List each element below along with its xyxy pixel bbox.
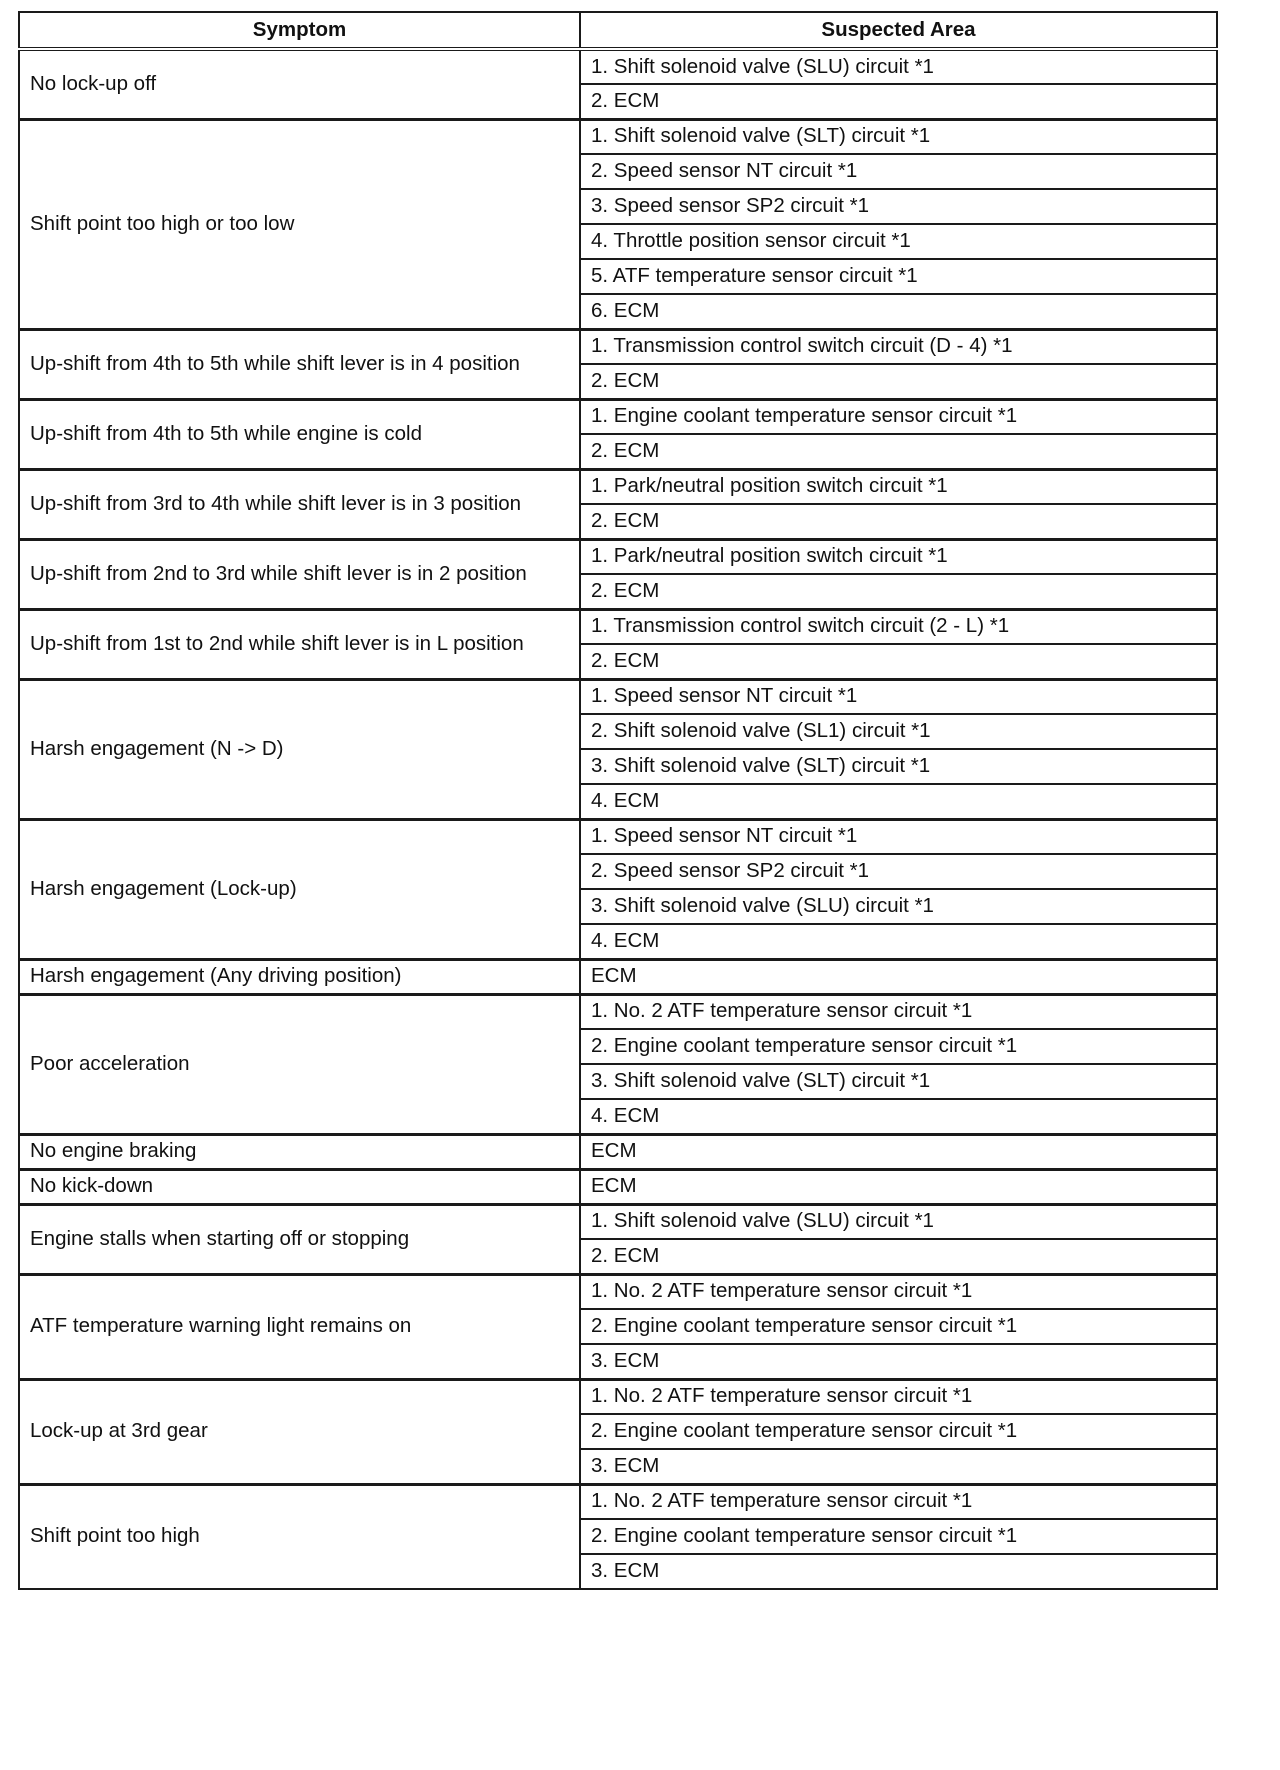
suspected-area-cell: 3. ECM	[580, 1554, 1217, 1589]
table-row	[19, 1134, 1217, 1169]
symptom-cell: ATF temperature warning light remains on	[19, 1274, 580, 1379]
suspected-area-cell: 2. ECM	[580, 644, 1217, 679]
suspected-area-cell: 5. ATF temperature sensor circuit *1	[580, 259, 1217, 294]
suspected-area-cell: 1. Speed sensor NT circuit *1	[580, 679, 1217, 714]
suspected-area-cell: 1. Shift solenoid valve (SLT) circuit *1	[580, 119, 1217, 154]
symptom-cell: Harsh engagement (N -> D)	[19, 679, 580, 819]
suspected-area-cell: 2. Engine coolant temperature sensor circuit *1	[580, 1309, 1217, 1344]
table-row	[19, 819, 1217, 854]
suspected-area-cell: ECM	[580, 959, 1217, 994]
suspected-area-cell: 3. Shift solenoid valve (SLU) circuit *1	[580, 889, 1217, 924]
suspected-area-cell: 2. ECM	[580, 1239, 1217, 1274]
symptom-cell: Harsh engagement (Any driving position)	[19, 959, 580, 994]
suspected-area-cell: 1. Engine coolant temperature sensor circuit *1	[580, 399, 1217, 434]
table-row	[19, 1274, 1217, 1309]
suspected-area-cell: 2. ECM	[580, 574, 1217, 609]
suspected-area-cell: 2. ECM	[580, 504, 1217, 539]
symptom-cell: Up-shift from 4th to 5th while engine is cold	[19, 399, 580, 469]
suspected-area-cell: 3. ECM	[580, 1449, 1217, 1484]
suspected-area-cell: 3. Shift solenoid valve (SLT) circuit *1	[580, 749, 1217, 784]
symptom-cell: Up-shift from 3rd to 4th while shift lever is in 3 position	[19, 469, 580, 539]
symptom-cell: Shift point too high	[19, 1484, 580, 1589]
table-row	[19, 679, 1217, 714]
table-row	[19, 119, 1217, 154]
table-body	[19, 49, 1217, 1589]
symptom-cell: Engine stalls when starting off or stopping	[19, 1204, 580, 1274]
table-row	[19, 539, 1217, 574]
symptom-cell: Up-shift from 1st to 2nd while shift lever is in L position	[19, 609, 580, 679]
suspected-area-cell: 2. Shift solenoid valve (SL1) circuit *1	[580, 714, 1217, 749]
suspected-area-cell: ECM	[580, 1134, 1217, 1169]
table-row	[19, 469, 1217, 504]
table-row	[19, 1204, 1217, 1239]
suspected-area-column-header: Suspected Area	[580, 12, 1217, 49]
suspected-area-cell: 1. Park/neutral position switch circuit *1	[580, 469, 1217, 504]
symptom-cell: Shift point too high or too low	[19, 119, 580, 329]
suspected-area-cell: 1. Transmission control switch circuit (2 - L) *1	[580, 609, 1217, 644]
table-row	[19, 609, 1217, 644]
suspected-area-cell: 2. Engine coolant temperature sensor circuit *1	[580, 1519, 1217, 1554]
suspected-area-cell: ECM	[580, 1169, 1217, 1204]
table-row	[19, 1484, 1217, 1519]
suspected-area-cell: 1. Speed sensor NT circuit *1	[580, 819, 1217, 854]
table-row	[19, 399, 1217, 434]
symptom-cell: Harsh engagement (Lock-up)	[19, 819, 580, 959]
suspected-area-cell: 4. ECM	[580, 784, 1217, 819]
table-row	[19, 329, 1217, 364]
symptom-cell: Up-shift from 2nd to 3rd while shift lever is in 2 position	[19, 539, 580, 609]
symptom-cell: Lock-up at 3rd gear	[19, 1379, 580, 1484]
header-row	[19, 12, 1217, 49]
suspected-area-cell: 2. ECM	[580, 434, 1217, 469]
suspected-area-cell: 1. Shift solenoid valve (SLU) circuit *1	[580, 1204, 1217, 1239]
suspected-area-cell: 2. Engine coolant temperature sensor circuit *1	[580, 1029, 1217, 1064]
suspected-area-cell: 6. ECM	[580, 294, 1217, 329]
suspected-area-cell: 1. Shift solenoid valve (SLU) circuit *1	[580, 49, 1217, 84]
table-row	[19, 994, 1217, 1029]
suspected-area-cell: 1. No. 2 ATF temperature sensor circuit *1	[580, 1379, 1217, 1414]
symptom-cell: No kick-down	[19, 1169, 580, 1204]
suspected-area-cell: 4. Throttle position sensor circuit *1	[580, 224, 1217, 259]
suspected-area-cell: 2. Engine coolant temperature sensor circuit *1	[580, 1414, 1217, 1449]
symptom-cell: No engine braking	[19, 1134, 580, 1169]
symptom-cell: No lock-up off	[19, 49, 580, 119]
suspected-area-cell: 2. ECM	[580, 364, 1217, 399]
suspected-area-cell: 1. No. 2 ATF temperature sensor circuit *1	[580, 1274, 1217, 1309]
suspected-area-cell: 2. Speed sensor NT circuit *1	[580, 154, 1217, 189]
suspected-area-cell: 4. ECM	[580, 924, 1217, 959]
suspected-area-cell: 3. ECM	[580, 1344, 1217, 1379]
suspected-area-cell: 1. Transmission control switch circuit (D - 4) *1	[580, 329, 1217, 364]
suspected-area-cell: 2. Speed sensor SP2 circuit *1	[580, 854, 1217, 889]
table-row	[19, 1379, 1217, 1414]
table-row	[19, 49, 1217, 84]
suspected-area-cell: 2. ECM	[580, 84, 1217, 119]
suspected-area-cell: 4. ECM	[580, 1099, 1217, 1134]
symptom-table	[18, 11, 1218, 1590]
symptom-cell: Up-shift from 4th to 5th while shift lever is in 4 position	[19, 329, 580, 399]
suspected-area-cell: 3. Speed sensor SP2 circuit *1	[580, 189, 1217, 224]
symptom-column-header: Symptom	[19, 12, 580, 49]
table-row	[19, 959, 1217, 994]
suspected-area-cell: 1. No. 2 ATF temperature sensor circuit *1	[580, 1484, 1217, 1519]
table-row	[19, 1169, 1217, 1204]
suspected-area-cell: 1. No. 2 ATF temperature sensor circuit *1	[580, 994, 1217, 1029]
symptom-cell: Poor acceleration	[19, 994, 580, 1134]
suspected-area-cell: 3. Shift solenoid valve (SLT) circuit *1	[580, 1064, 1217, 1099]
suspected-area-cell: 1. Park/neutral position switch circuit *1	[580, 539, 1217, 574]
